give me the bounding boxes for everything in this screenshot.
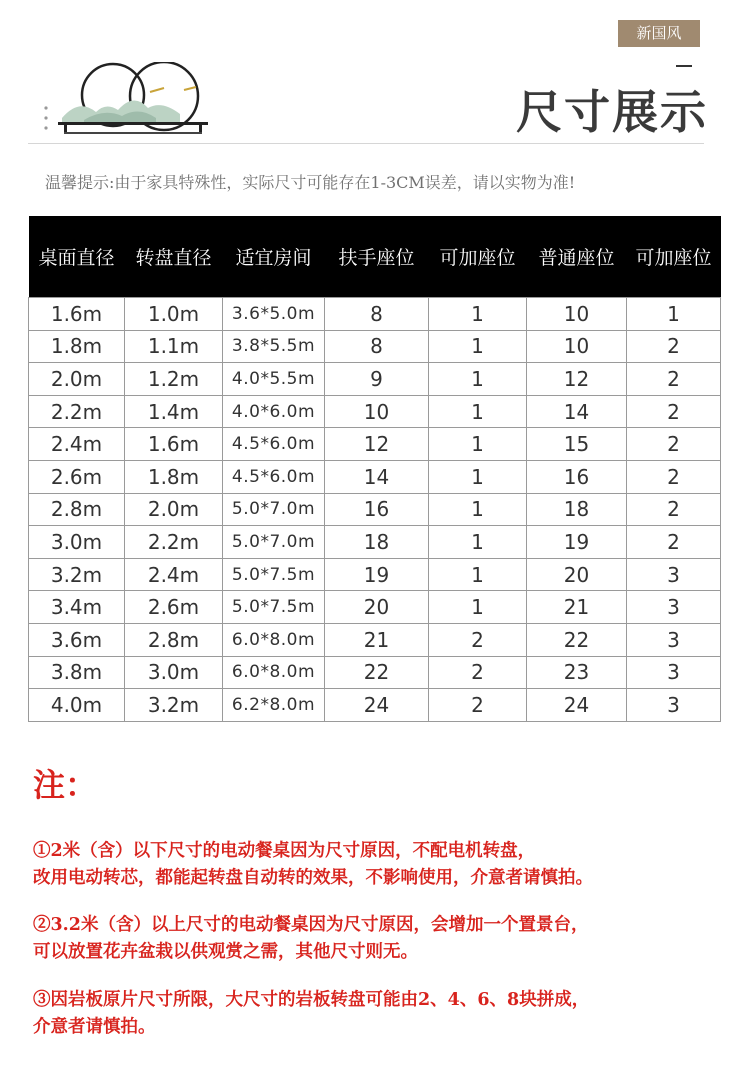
table-cell: 4.0m — [29, 689, 125, 722]
table-cell: 3.8*5.5m — [223, 330, 325, 363]
page-title: 尺寸展示 — [516, 85, 708, 139]
table-cell: 2.2m — [125, 526, 223, 559]
note-line: 介意者请慎拍。 — [33, 1017, 156, 1037]
table-cell: 2 — [627, 330, 721, 363]
table-cell: 4.5*6.0m — [223, 460, 325, 493]
table-cell: 1.2m — [125, 363, 223, 396]
table-cell: 22 — [325, 656, 429, 689]
table-cell: 12 — [527, 363, 627, 396]
table-cell: 24 — [325, 689, 429, 722]
table-cell: 2 — [627, 526, 721, 559]
col-header-turntable-diameter: 转盘直径 — [125, 216, 223, 298]
table-cell: 2.6m — [29, 460, 125, 493]
table-cell: 3 — [627, 558, 721, 591]
table-cell: 4.5*6.0m — [223, 428, 325, 461]
table-row — [29, 558, 721, 591]
table-row — [29, 493, 721, 526]
table-cell: 1 — [429, 428, 527, 461]
table-cell: 4.0*6.0m — [223, 395, 325, 428]
note-line: ②3.2米（含）以上尺寸的电动餐桌因为尺寸原因，会增加一个置景台， — [33, 915, 589, 935]
header-divider — [28, 143, 704, 144]
table-cell: 19 — [325, 558, 429, 591]
table-cell: 1.8m — [125, 460, 223, 493]
decorative-ornament-image — [44, 62, 224, 138]
table-cell: 3.6m — [29, 623, 125, 656]
table-cell: 1 — [429, 591, 527, 624]
table-cell: 9 — [325, 363, 429, 396]
table-cell: 5.0*7.5m — [223, 558, 325, 591]
table-cell: 18 — [527, 493, 627, 526]
style-badge: 新国风 — [618, 20, 700, 47]
table-cell: 2 — [429, 689, 527, 722]
table-cell: 8 — [325, 330, 429, 363]
table-cell: 1.8m — [29, 330, 125, 363]
table-row — [29, 395, 721, 428]
table-cell: 5.0*7.5m — [223, 591, 325, 624]
table-row — [29, 363, 721, 396]
table-cell: 6.0*8.0m — [223, 623, 325, 656]
table-cell: 1 — [429, 363, 527, 396]
table-cell: 1 — [429, 493, 527, 526]
size-table — [28, 216, 721, 722]
table-cell: 2.4m — [125, 558, 223, 591]
table-cell: 3 — [627, 623, 721, 656]
table-cell: 1.6m — [29, 298, 125, 331]
col-header-extra-seats-2: 可加座位 — [627, 216, 721, 298]
table-row — [29, 330, 721, 363]
size-tolerance-tip: 温馨提示:由于家具特殊性，实际尺寸可能存在1-3CM误差，请以实物为准! — [45, 173, 576, 192]
table-cell: 20 — [325, 591, 429, 624]
note-line: 可以放置花卉盆栽以供观赏之需，其他尺寸则无。 — [33, 942, 418, 962]
col-header-armchair-seats: 扶手座位 — [325, 216, 429, 298]
col-header-room-size: 适宜房间 — [223, 216, 325, 298]
table-cell: 3 — [627, 689, 721, 722]
title-dash-decoration — [676, 65, 692, 67]
table-cell: 1.4m — [125, 395, 223, 428]
note-line: ③因岩板原片尺寸所限，大尺寸的岩板转盘可能由2、4、6、8块拼成， — [33, 990, 590, 1010]
table-cell: 20 — [527, 558, 627, 591]
table-cell: 10 — [325, 395, 429, 428]
table-cell: 3.0m — [29, 526, 125, 559]
table-cell: 6.2*8.0m — [223, 689, 325, 722]
table-row — [29, 623, 721, 656]
table-cell: 3 — [627, 656, 721, 689]
table-cell: 22 — [527, 623, 627, 656]
table-cell: 1 — [429, 558, 527, 591]
table-cell: 14 — [527, 395, 627, 428]
table-row — [29, 298, 721, 331]
table-row — [29, 526, 721, 559]
table-cell: 10 — [527, 330, 627, 363]
note-line: 改用电动转芯，都能起转盘自动转的效果，不影响使用，介意者请慎拍。 — [33, 868, 593, 888]
table-cell: 24 — [527, 689, 627, 722]
table-cell: 2 — [429, 623, 527, 656]
table-cell: 1 — [429, 330, 527, 363]
table-cell: 2 — [429, 656, 527, 689]
table-cell: 16 — [325, 493, 429, 526]
table-cell: 10 — [527, 298, 627, 331]
table-cell: 1.6m — [125, 428, 223, 461]
table-cell: 1 — [429, 298, 527, 331]
table-cell: 1.1m — [125, 330, 223, 363]
table-cell: 2 — [627, 493, 721, 526]
table-cell: 3.2m — [29, 558, 125, 591]
table-cell: 21 — [527, 591, 627, 624]
table-cell: 3.0m — [125, 656, 223, 689]
table-cell: 1 — [429, 526, 527, 559]
table-cell: 2.0m — [125, 493, 223, 526]
table-cell: 2 — [627, 363, 721, 396]
table-cell: 8 — [325, 298, 429, 331]
notes-title: 注： — [33, 766, 98, 804]
table-cell: 2.4m — [29, 428, 125, 461]
table-cell: 3.2m — [125, 689, 223, 722]
table-cell: 21 — [325, 623, 429, 656]
table-cell: 2 — [627, 460, 721, 493]
table-cell: 14 — [325, 460, 429, 493]
table-cell: 16 — [527, 460, 627, 493]
note-line: ①2米（含）以下尺寸的电动餐桌因为尺寸原因，不配电机转盘， — [33, 841, 536, 861]
table-cell: 1.0m — [125, 298, 223, 331]
table-row — [29, 460, 721, 493]
col-header-table-diameter: 桌面直径 — [29, 216, 125, 298]
table-cell: 3.6*5.0m — [223, 298, 325, 331]
table-cell: 3.4m — [29, 591, 125, 624]
table-cell: 15 — [527, 428, 627, 461]
table-cell: 1 — [429, 460, 527, 493]
table-cell: 2.0m — [29, 363, 125, 396]
table-cell: 12 — [325, 428, 429, 461]
table-row — [29, 591, 721, 624]
table-cell: 23 — [527, 656, 627, 689]
table-cell: 1 — [627, 298, 721, 331]
table-cell: 2 — [627, 395, 721, 428]
table-cell: 18 — [325, 526, 429, 559]
table-row — [29, 656, 721, 689]
table-cell: 5.0*7.0m — [223, 526, 325, 559]
table-cell: 19 — [527, 526, 627, 559]
col-header-extra-seats-1: 可加座位 — [429, 216, 527, 298]
table-cell: 5.0*7.0m — [223, 493, 325, 526]
table-cell: 2 — [627, 428, 721, 461]
table-cell: 4.0*5.5m — [223, 363, 325, 396]
table-cell: 3.8m — [29, 656, 125, 689]
table-cell: 2.8m — [29, 493, 125, 526]
table-cell: 2.6m — [125, 591, 223, 624]
table-header-row — [29, 216, 721, 298]
col-header-standard-seats: 普通座位 — [527, 216, 627, 298]
table-cell: 1 — [429, 395, 527, 428]
table-cell: 2.2m — [29, 395, 125, 428]
table-cell: 3 — [627, 591, 721, 624]
table-row — [29, 689, 721, 722]
table-cell: 2.8m — [125, 623, 223, 656]
table-cell: 6.0*8.0m — [223, 656, 325, 689]
table-row — [29, 428, 721, 461]
